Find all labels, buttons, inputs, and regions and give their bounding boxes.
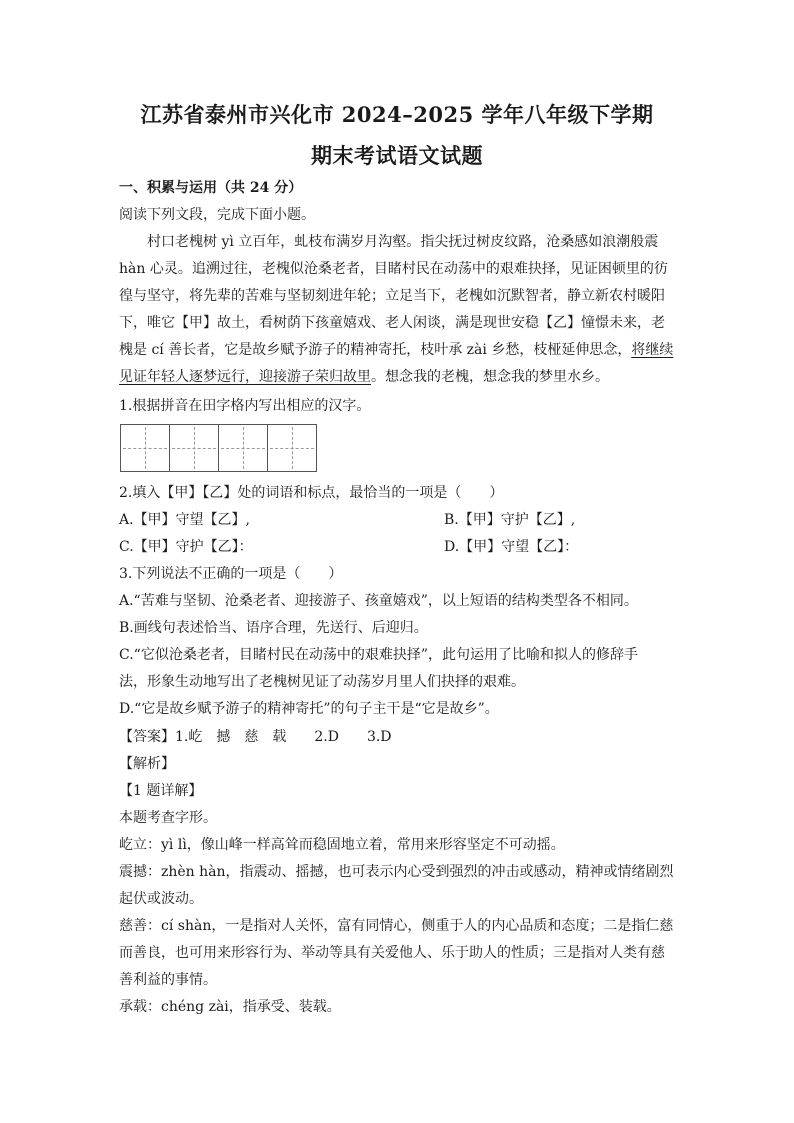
detail-line: 善利益的事情。	[119, 972, 217, 988]
q3-option-b: B.画线句表述恰当、语序合理，先送行、后迎归。	[119, 620, 428, 636]
tianzige-cell[interactable]	[120, 424, 170, 472]
passage-line: 村口老槐树 yì 立百年，虬枝布满岁月沟壑。指尖抚过树皮纹路，沧桑感如浪潮般震	[147, 234, 659, 250]
detail-line: 起伏或波动。	[119, 891, 203, 907]
passage-line: hàn 心灵。追溯过往，老槐似沧桑老者，目睹村民在动荡中的艰难抉择，见证困顿里的彷	[119, 261, 668, 277]
passage-line: 下，唯它【甲】故土，看树荫下孩童嬉戏、老人闲谈，满是现世安稳【乙】憧憬未来，老	[119, 315, 665, 331]
tianzige-grid	[120, 424, 320, 472]
question-2: 2.填入【甲】【乙】处的词语和标点，最恰当的一项是（ ）	[119, 485, 504, 501]
detail-line: 屹立：yì lì，像山峰一样高耸而稳固地立着，常用来形容坚定不可动摇。	[119, 837, 565, 853]
analysis-heading: 【解析】	[119, 756, 175, 772]
q2-option-c: C.【甲】守护【乙】：	[119, 539, 253, 555]
detail-line: 而善良，也可用来形容行为、举动等具有关爱他人、乐于助人的性质；三是指对人类有慈	[119, 945, 665, 961]
q3-option-c-cont: 法，形象生动地写出了老槐树见证了动荡岁月里人们抉择的艰难。	[119, 674, 525, 690]
detail-line: 慈善：cí shàn，一是指对人关怀，富有同情心，侧重于人的内心品质和态度；二是指仁慈	[119, 918, 674, 934]
detail-line: 承载：chéng zài，指承受、装载。	[119, 999, 341, 1015]
passage-line	[119, 367, 679, 387]
underlined-sentence: 将继续	[631, 342, 674, 358]
instruction-text: 阅读下列文段，完成下面小题。	[119, 207, 315, 223]
q3-option-c: C.“它似沧桑老者，目睹村民在动荡中的艰难抉择”，此句运用了比喻和拟人的修辞手	[119, 647, 638, 663]
document-title-line2: 期末考试语文试题	[311, 143, 483, 168]
document-title-line1: 江苏省泰州市兴化市 2024–2025 学年八年级下学期	[140, 102, 654, 127]
q2-option-a: A.【甲】守望【乙】,	[119, 512, 251, 528]
q3-option-d: D.“它是故乡赋予游子的精神寄托”的句子主干是“它是故乡”。	[119, 701, 499, 717]
detail-line: 本题考查字形。	[119, 810, 217, 826]
passage-text: 。想念我的老槐，想念我的梦里水乡。	[371, 369, 609, 385]
detail-line: 震撼：zhèn hàn，指震动、摇撼，也可表示内心受到强烈的冲击或感动，精神或情绪剧烈	[119, 864, 674, 880]
underlined-sentence: 见证年轻人逐梦远行，迎接游子荣归故里	[119, 369, 371, 385]
passage-line	[119, 340, 679, 360]
tianzige-cell[interactable]	[169, 424, 219, 472]
section-heading: 一、积累与运用（共 24 分）	[119, 180, 303, 196]
tianzige-cell[interactable]	[218, 424, 268, 472]
q1-detail-heading: 【1 题详解】	[119, 783, 203, 799]
tianzige-cell[interactable]	[267, 424, 317, 472]
passage-line: 徨与坚守，将先辈的苦难与坚韧刻进年轮；立足当下，老槐如沉默智者，静立新农村暖阳	[119, 288, 665, 304]
q2-option-d: D.【甲】守望【乙】：	[444, 539, 579, 555]
q3-option-a: A.“苦难与坚韧、沧桑老者、迎接游子、孩童嬉戏”，以上短语的结构类型各不相同。	[119, 593, 638, 609]
question-1: 1.根据拼音在田字格内写出相应的汉字。	[119, 398, 371, 414]
question-3: 3.下列说法不正确的一项是（ ）	[119, 566, 343, 582]
passage-text: 槐是 cí 善长者，它是故乡赋予游子的精神寄托，枝叶承 zài 乡愁，枝桠延伸思念，	[119, 342, 632, 358]
answer-line: 【答案】1.屹 撼 慈 载 2.D 3.D	[119, 729, 392, 745]
q2-option-b: B.【甲】守护【乙】,	[444, 512, 576, 528]
